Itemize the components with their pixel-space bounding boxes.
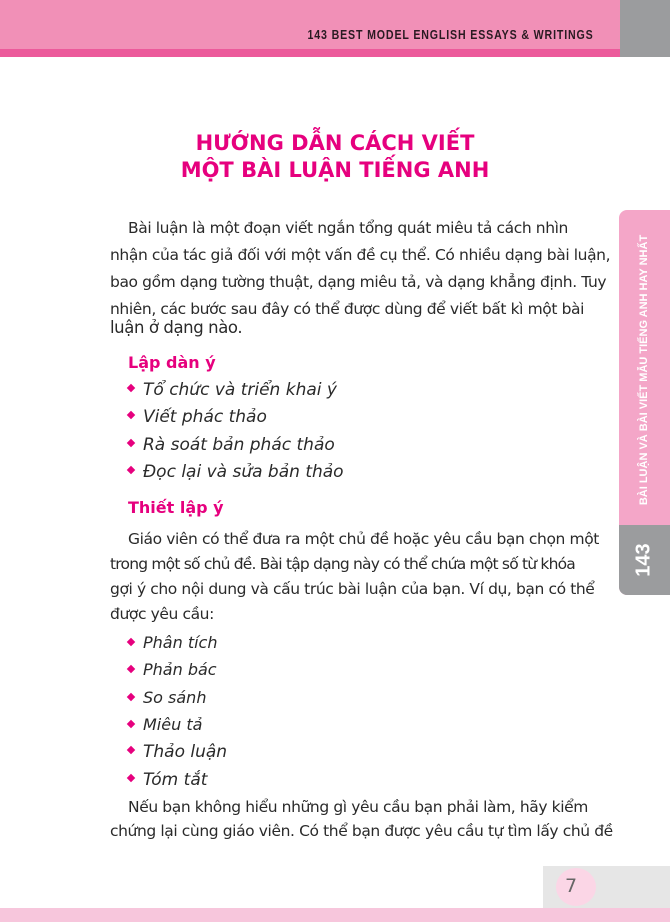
intro-line: luận ở dạng nào. bbox=[110, 318, 243, 337]
header-rule bbox=[0, 49, 620, 57]
list-item: Đọc lại và sửa bản thảo bbox=[128, 462, 344, 482]
list-item: So sánh bbox=[128, 688, 206, 707]
bullet-icon bbox=[127, 411, 135, 419]
list-item: Phản bác bbox=[128, 660, 217, 679]
bullet-icon bbox=[127, 439, 135, 447]
bullet-icon bbox=[127, 746, 135, 754]
header-corner bbox=[620, 0, 670, 57]
paragraph-line: Nếu bạn không hiểu những gì yêu cầu bạn phải làm, hãy kiểm bbox=[128, 798, 589, 816]
intro-line: nhận của tác giả đối với một vấn đề cụ thể. Có nhiều dạng bài luận, bbox=[110, 246, 611, 264]
paragraph-line: trong một số chủ đề. Bài tập dạng này có thể chứa một số từ khóa bbox=[110, 555, 576, 573]
page-number-box bbox=[543, 866, 670, 908]
page-title-line-1: HƯỚNG DẪN CÁCH VIẾT bbox=[195, 131, 475, 155]
paragraph-line: chứng lại cùng giáo viên. Có thể bạn được yêu cầu tự tìm lấy chủ đề bbox=[110, 822, 613, 840]
page-number: 7 bbox=[565, 875, 578, 897]
list-item: Rà soát bản phác thảo bbox=[128, 435, 335, 455]
paragraph-line: gợi ý cho nội dung và cấu trúc bài luận của bạn. Ví dụ, bạn có thể bbox=[110, 580, 595, 598]
list-item: Phân tích bbox=[128, 633, 217, 652]
bullet-icon bbox=[127, 466, 135, 474]
intro-line: nhiên, các bước sau đây có thể được dùng để viết bất kì một bài bbox=[110, 300, 585, 318]
list-item: Viết phác thảo bbox=[128, 407, 267, 427]
bullet-icon bbox=[127, 774, 135, 782]
section-heading: Lập dàn ý bbox=[128, 353, 216, 372]
side-tab-text: BÀI LUẬN VÀ BÀI VIẾT MẪU TIẾNG ANH HAY NHẤT bbox=[638, 234, 650, 506]
page-title-line-2: MỘT BÀI LUẬN TIẾNG ANH bbox=[180, 158, 490, 182]
intro-line: Bài luận là một đoạn viết ngắn tổng quát miêu tả cách nhìn bbox=[128, 219, 568, 237]
list-item: Tóm tắt bbox=[128, 770, 207, 790]
bullet-icon bbox=[127, 719, 135, 727]
bullet-icon bbox=[127, 664, 135, 672]
intro-line: bao gồm dạng tường thuật, dạng miêu tả, và dạng khẳng định. Tuy bbox=[110, 273, 607, 291]
section-heading: Thiết lập ý bbox=[128, 498, 224, 517]
list-item: Miêu tả bbox=[128, 715, 202, 734]
bullet-icon bbox=[127, 384, 135, 392]
paragraph-line: được yêu cầu: bbox=[110, 605, 214, 623]
paragraph-line: Giáo viên có thể đưa ra một chủ đề hoặc yêu cầu bạn chọn một bbox=[128, 530, 599, 548]
bullet-icon bbox=[127, 692, 135, 700]
side-tab bbox=[619, 210, 670, 595]
list-item: Thảo luận bbox=[128, 742, 227, 762]
list-item: Tổ chức và triển khai ý bbox=[128, 380, 337, 400]
book-title: 143 BEST MODEL ENGLISH ESSAYS & WRITINGS bbox=[307, 28, 594, 42]
footer-strip bbox=[0, 908, 670, 922]
side-tab-number: 143 bbox=[632, 543, 655, 577]
bullet-icon bbox=[127, 637, 135, 645]
